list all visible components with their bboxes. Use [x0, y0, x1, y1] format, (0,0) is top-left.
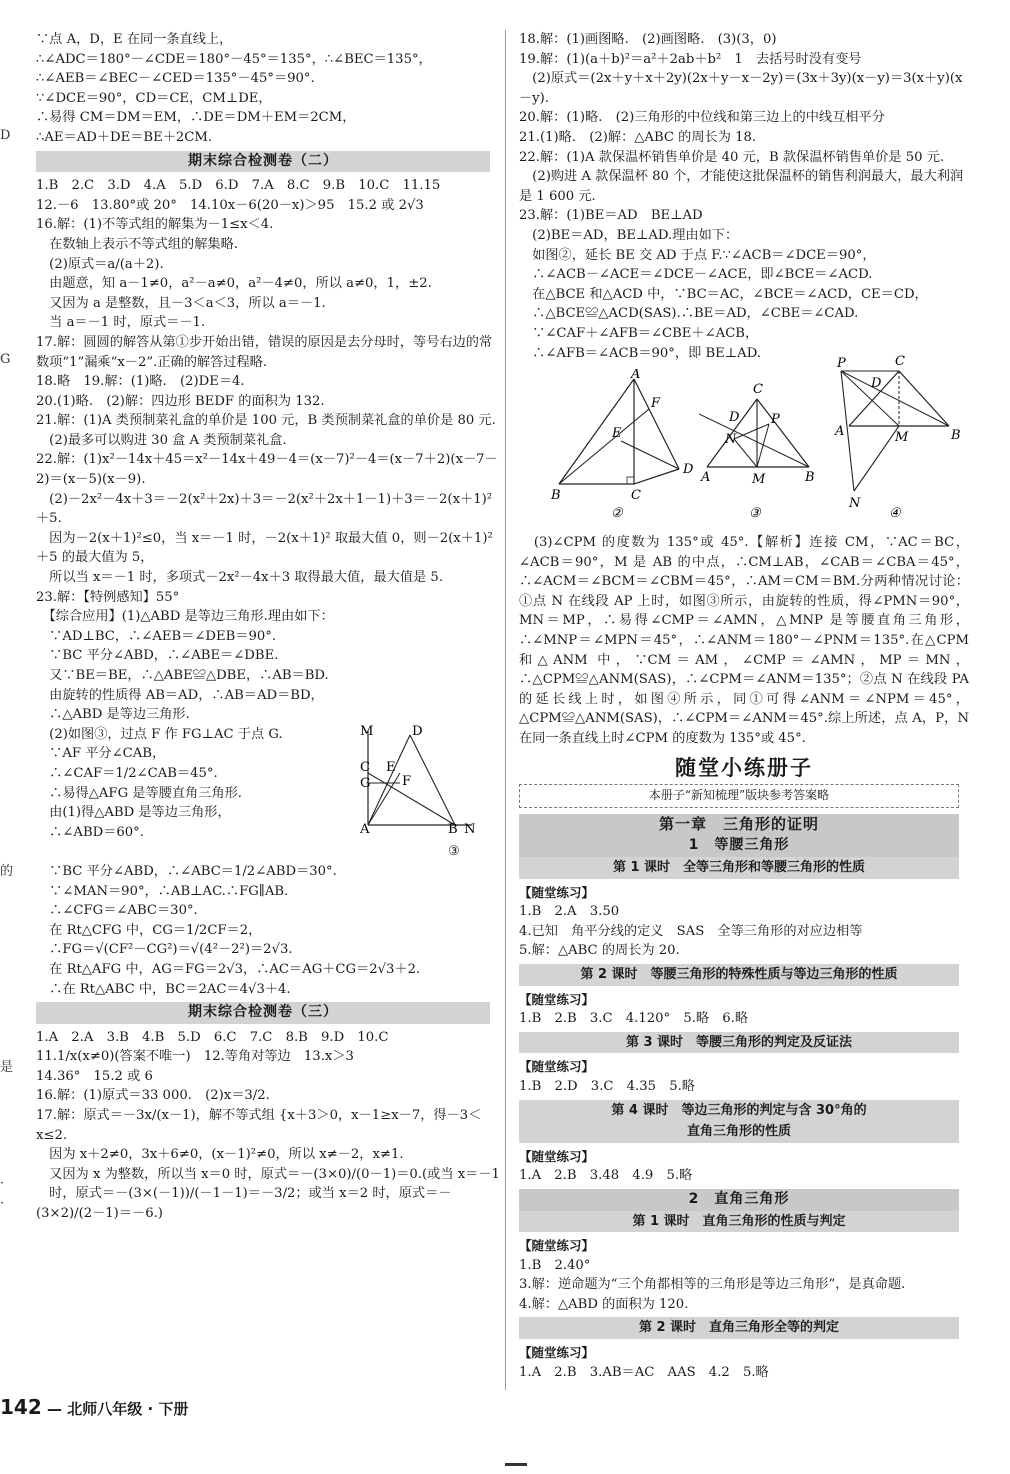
- answer-line: 因为 x＋2≠0，3x＋6≠0，(x－1)²≠0，所以 x≠－2，x≠1.: [36, 1147, 404, 1163]
- answer-line: 1.B 2.B 3.C 4.120° 5.略 6.略: [519, 1011, 749, 1027]
- bottom-mark: [505, 1463, 527, 1466]
- figure-3-diagram: [360, 725, 480, 835]
- edge-mark: ·: [0, 1196, 5, 1211]
- fig-label: D: [729, 410, 740, 426]
- answer-line: ∴∠AFB＝∠ACB＝90°，即 BE⊥AD.: [519, 345, 761, 361]
- fig-caption: ②: [611, 506, 623, 520]
- chapter-title: 第一章 三角形的证明: [519, 814, 959, 836]
- fig-label: M: [752, 472, 766, 488]
- fig-label: D: [871, 376, 882, 392]
- answer-line: ∵AF 平分∠CAB，: [36, 746, 166, 762]
- practice-tag: 【随堂练习】: [519, 1345, 595, 1361]
- fig-label: B: [551, 488, 561, 504]
- answer-line: 又因为 a 是整数，且－3＜a＜3，所以 a＝－1.: [36, 295, 326, 311]
- figure-2-diagram: [549, 369, 699, 519]
- answer-line: ∵AD⊥BC，∴∠AEB＝∠DEB＝90°.: [36, 628, 277, 644]
- answer-line: 又因为 x 为整数，所以当 x＝0 时，原式＝－(3×0)/(0－1)＝0.(或当 x＝－1: [36, 1166, 500, 1182]
- answer-line: (2)BE＝AD，BE⊥AD.理由如下：: [519, 227, 739, 243]
- fig-label: M: [360, 724, 374, 739]
- answer-line: 18.略 19.解：(1)略. (2)DE＝4.: [36, 374, 245, 390]
- practice-tag: 【随堂练习】: [519, 1148, 595, 1164]
- text-line: ∵∠DCE＝90°，CD＝CE，CM⊥DE，: [36, 90, 272, 106]
- fig-label: P: [837, 356, 846, 372]
- answer-line: 19.解：(1)(a＋b)²＝a²＋2ab＋b² 1 去括号时没有变号: [519, 51, 862, 67]
- answer-line: (2)购进 A 款保温杯 80 个，才能使这批保温杯的销售利润最大，最大利润是 1 600 元.: [519, 169, 964, 204]
- footer-dash: —: [46, 1400, 62, 1418]
- edge-mark: G: [0, 352, 11, 367]
- answer-line: ∴△ABD 是等边三角形.: [36, 707, 190, 723]
- answer-line: (2)最多可以购进 30 盒 A 类预制菜礼盒.: [36, 432, 287, 448]
- answer-line: 1.B 2.C 3.D 4.A 5.D 6.D 7.A 8.C 9.B 10.C 11.15: [36, 178, 441, 194]
- figure-3-diagram: [699, 369, 829, 519]
- practice-tag: 【随堂练习】: [519, 884, 595, 900]
- answer-line: ∴△BCE≌△ACD(SAS).∴BE＝AD，∠CBE＝∠CAD.: [519, 306, 859, 322]
- lesson-title: 第 1 课时 直角三角形的性质与判定: [519, 1211, 959, 1233]
- fig-label: D: [683, 462, 694, 478]
- answer-line: 时，原式＝－(3×(－1))/(－1－1)＝－3/2；或当 x＝2 时，原式＝－(3×2)/(2－1)＝－6.): [36, 1186, 452, 1222]
- fig-label: E: [386, 759, 396, 775]
- page-footer: [0, 1395, 188, 1419]
- answer-line: (2)原式＝a/(a＋2).: [36, 256, 164, 272]
- text-line: ∴AE＝AD＋DE＝BE＋2CM.: [36, 129, 213, 145]
- answer-line: (2)－2x²－4x＋3＝－2(x²＋2x)＋3＝－2(x²＋2x＋1－1)＋3＝－2(x＋1)²＋5.: [36, 491, 493, 527]
- fig-label: C: [753, 382, 763, 398]
- lesson-title: 第 2 课时 直角三角形全等的判定: [519, 1317, 959, 1339]
- answer-line: (2)原式＝(2x＋y＋x＋2y)(2x＋y－x－2y)＝(3x＋3y)(x－y)＝3(x＋y)(x－y).: [519, 71, 963, 106]
- answer-line: 22.解：(1)x²－14x＋45＝x²－14x＋49－4＝(x－7)²－4＝(x－7＋2)(x－7－2)＝(x－5)(x－9).: [36, 452, 498, 488]
- answer-line: 21.解：(1)A 类预制菜礼盒的单价是 100 元，B 类预制菜礼盒的单价是 80 元.: [36, 413, 496, 429]
- fig-label: D: [412, 724, 423, 739]
- fig-label: A: [701, 470, 711, 486]
- fig-label: N: [464, 821, 476, 835]
- fig-label: A: [835, 424, 845, 440]
- figure-4-diagram: [829, 351, 969, 521]
- figures-row: [519, 354, 969, 529]
- answer-line: 当 a＝－1 时，原式＝－1.: [36, 315, 206, 331]
- answer-line: 4.已知 角平分线的定义 SAS 全等三角形的对应边相等: [519, 923, 863, 939]
- answer-line: 18.解：(1)画图略. (2)画图略. (3)(3，0): [519, 32, 777, 47]
- answer-line: ∴∠ABD＝60°.: [36, 824, 144, 840]
- practice-tag: 【随堂练习】: [519, 991, 595, 1007]
- answer-line: ∵BC 平分∠ABD，∴∠ABE＝∠DBE.: [36, 648, 279, 664]
- answer-line: 1.B 2.A 3.50: [519, 904, 620, 920]
- answer-line: ∵∠MAN＝90°，∴AB⊥AC.∴FG∥AB.: [36, 883, 289, 899]
- answer-line: 16.解：(1)原式＝33 000. (2)x＝3/2.: [36, 1088, 270, 1104]
- answer-line: 如图②，延长 BE 交 AD 于点 F.∵∠ACB＝∠DCE＝90°，: [519, 247, 876, 263]
- section-title-exam-2: 期末综合检测卷（二）: [36, 151, 490, 173]
- book-name: 北师八年级 · 下册: [67, 1400, 189, 1418]
- answer-line: ∵∠CAF＋∠AFB＝∠CBE＋∠ACB，: [519, 325, 759, 341]
- lesson-title-cont: 直角三角形的性质: [519, 1121, 959, 1143]
- answer-line: 12.－6 13.80°或 20° 14.10x－6(20－x)＞95 15.2 或 2√3: [36, 197, 424, 213]
- answer-line: 【综合应用】(1)△ABD 是等边三角形.理由如下：: [36, 609, 334, 625]
- fig-label: M: [895, 430, 909, 446]
- fig-label: B: [805, 470, 815, 486]
- answer-line: 20.解：(1)略. (2)三角形的中位线和第三边上的中线互相平分: [519, 110, 885, 126]
- answer-line: 16.解：(1)不等式组的解集为－1≤x＜4.: [36, 217, 274, 233]
- page-number: 142: [0, 1395, 42, 1419]
- lesson-title: 第 1 课时 全等三角形和等腰三角形的性质: [519, 857, 959, 879]
- left-column: [36, 30, 500, 1224]
- answer-line: 17.解：圆圆的解答从第①步开始出错，错误的原因是去分母时，等号右边的常数项“1”漏乘“x－2”.正确的解答过程略.: [36, 334, 493, 370]
- edge-mark: 是: [0, 1060, 14, 1075]
- answer-line: ∴∠CFG＝∠ABC＝30°.: [36, 903, 198, 919]
- practice-tag: 【随堂练习】: [519, 1238, 595, 1254]
- answer-line: 在 Rt△CFG 中，CG＝1/2CF＝2，: [36, 922, 262, 938]
- answer-line: 又∵BE＝BE，∴△ABE≌△DBE，∴AB＝BD.: [36, 668, 329, 683]
- answer-line: ∴易得△AFG 是等腰直角三角形.: [36, 785, 242, 801]
- lesson-title: 第 4 课时 等边三角形的判定与含 30°角的: [519, 1100, 959, 1122]
- answer-line: 22.解：(1)A 款保温杯销售单价是 40 元，B 款保温杯销售单价是 50 元.: [519, 149, 945, 165]
- answer-line: ∵BC 平分∠ABD，∴∠ABC＝1/2∠ABD＝30°.: [36, 863, 337, 879]
- unit-title: 1 等腰三角形: [519, 835, 959, 857]
- figure-3-caption: ③: [448, 844, 460, 860]
- answer-line: 17.解：原式＝－3x/(x－1)，解不等式组 {x＋3＞0，x－1≥x－7，得－3＜x≤2.: [36, 1108, 482, 1143]
- fig-label: A: [631, 369, 641, 383]
- answer-line: 20.(1)略. (2)解：四边形 BEDF 的面积为 132.: [36, 393, 325, 409]
- fig-label: P: [771, 412, 780, 428]
- answer-line: ∴∠ACB－∠ACE＝∠DCE－∠ACE，即∠BCE＝∠ACD.: [519, 267, 873, 283]
- fig-label: F: [651, 396, 661, 412]
- answer-line: 1.B 2.40°: [519, 1257, 591, 1273]
- edge-mark: ·: [0, 1176, 5, 1191]
- edge-mark: 的: [0, 864, 14, 879]
- fig-label: C: [895, 354, 905, 370]
- answer-line: 3.解：逆命题为“三个角都相等的三角形是等边三角形”，是真命题.: [519, 1277, 906, 1293]
- answer-line: 所以当 x＝－1 时，多项式－2x²－4x＋3 取得最大值，最大值是 5.: [36, 570, 444, 586]
- answer-line: 1.B 2.D 3.C 4.35 5.略: [519, 1078, 695, 1094]
- answer-line: ∴∠CAF＝1/2∠CAB＝45°.: [36, 765, 218, 781]
- answer-paragraph: (3)∠CPM 的度数为 135°或 45°.【解析】连接 CM，∵AC＝BC，∠ACB＝90°，M 是 AB 的中点，∴CM⊥AB，∠CAB＝∠CBA＝45°，∴∠ACM＝∠BCM＝∠CBM＝45°，∴AM＝CM＝BM.分两种情况讨论：①点 N 在线段 AP 上时，如图③所示，由旋转的性质，得∠PMN＝90°，MN＝MP，∴易得∠CMP＝∠AMN，△MNP 是等腰直角三角形，∴∠MNP＝∠MPN＝45°，∴∠ANM＝180°－∠PNM＝135°.在△CPM 和△ANM 中，∵CM＝AM，∠CMP＝∠AMN，MP＝MN，∴△CPM≌△ANM(SAS)，∴∠CPM＝∠ANM＝135°；②点 N 在线段 PA 的延长线上时，如图④所示，同①可得∠ANM＝∠NPM＝45°，△CPM≌△ANM(SAS)，∴∠CPM＝∠ANM＝45°.综上所述，点 A，P，N 在同一条直线上时∠CPM 的度数为 135°或 45°.: [519, 535, 969, 747]
- answer-line: (2)如图③，过点 F 作 FG⊥AC 于点 G.: [36, 726, 283, 742]
- fig-label: B: [951, 428, 961, 444]
- fig-label: A: [360, 821, 370, 835]
- fig-label: B: [448, 821, 458, 835]
- answer-line: 在数轴上表示不等式组的解集略.: [36, 236, 239, 252]
- answer-line: 由(1)得△ABD 是等边三角形，: [36, 805, 231, 821]
- booklet-title: 随堂小练册子: [675, 755, 813, 780]
- text-line: ∴∠ADC＝180°－∠CDE＝180°－45°＝135°，∴∠BEC＝135°，: [36, 51, 432, 67]
- booklet-note: 本册子“新知梳理”版块参考答案略: [519, 784, 959, 808]
- answer-line: 在△BCE 和△ACD 中，∵BC＝AC，∠BCE＝∠ACD，CE＝CD，: [519, 286, 928, 302]
- fig-caption: ③: [749, 506, 761, 520]
- text-line: ∴易得 CM＝DM＝EM，∴DE＝DM＋EM＝2CM，: [36, 110, 356, 126]
- answer-line: 14.36° 15.2 或 6: [36, 1068, 153, 1084]
- fig-label: N: [849, 496, 861, 512]
- right-column: [519, 30, 969, 1382]
- unit-title: 2 直角三角形: [519, 1189, 959, 1211]
- answer-line: 11.1/x(x≠0)(答案不唯一) 12.等角对等边 13.x＞3: [36, 1049, 354, 1065]
- fig-label: C: [360, 759, 371, 775]
- answer-line: 5.解：△ABC 的周长为 20.: [519, 943, 680, 959]
- fig-label: N: [725, 432, 737, 448]
- answer-line: 23.解：【特例感知】55°: [36, 589, 180, 605]
- answer-line: 在 Rt△AFG 中，AG＝FG＝2√3，∴AC＝AG＋CG＝2√3＋2.: [36, 961, 421, 977]
- fig-label: E: [612, 426, 622, 442]
- answer-line: 1.A 2.A 3.B 4.B 5.D 6.C 7.C 8.B 9.D 10.C: [36, 1029, 389, 1045]
- answer-line: 1.A 2.B 3.AB＝AC AAS 4.2 5.略: [519, 1364, 769, 1380]
- answer-line: 由旋转的性质得 AB＝AD，∴AB＝AD＝BD，: [36, 687, 324, 703]
- text-line: ∵点 A，D，E 在同一条直线上，: [36, 32, 233, 47]
- text-line: ∴∠AEB＝∠BEC－∠CED＝135°－45°＝90°.: [36, 71, 315, 87]
- lesson-title: 第 3 课时 等腰三角形的判定及反证法: [519, 1032, 959, 1054]
- answer-line: 由题意，知 a－1≠0，a²－a≠0，a²－4≠0，所以 a≠0，1，±2.: [36, 276, 432, 292]
- edge-mark: D: [0, 128, 11, 143]
- section-title-exam-3: 期末综合检测卷（三）: [36, 1002, 490, 1024]
- answer-line: 因为－2(x＋1)²≤0，当 x＝－1 时，－2(x＋1)² 取最大值 0，则－2(x＋1)²＋5 的最大值为 5，: [36, 530, 493, 566]
- column-divider: [505, 30, 506, 1390]
- answer-line: 4.解：△ABD 的面积为 120.: [519, 1296, 689, 1312]
- fig-caption: ④: [889, 506, 901, 522]
- practice-tag: 【随堂练习】: [519, 1059, 595, 1075]
- answer-line: ∴在 Rt△ABC 中，BC＝2AC＝4√3＋4.: [36, 981, 291, 997]
- fig-label: G: [360, 775, 371, 791]
- fig-label: F: [402, 773, 412, 789]
- lesson-title: 第 2 课时 等腰三角形的特殊性质与等边三角形的性质: [519, 964, 959, 986]
- answer-line: 1.A 2.B 3.48 4.9 5.略: [519, 1168, 693, 1184]
- answer-line: 23.解：(1)BE＝AD BE⊥AD: [519, 208, 703, 224]
- answer-line: 21.(1)略. (2)解：△ABC 的周长为 18.: [519, 129, 757, 145]
- fig-label: C: [631, 488, 641, 504]
- answer-line: ∴FG＝√(CF²－CG²)＝√(4²－2²)＝2√3.: [36, 942, 293, 958]
